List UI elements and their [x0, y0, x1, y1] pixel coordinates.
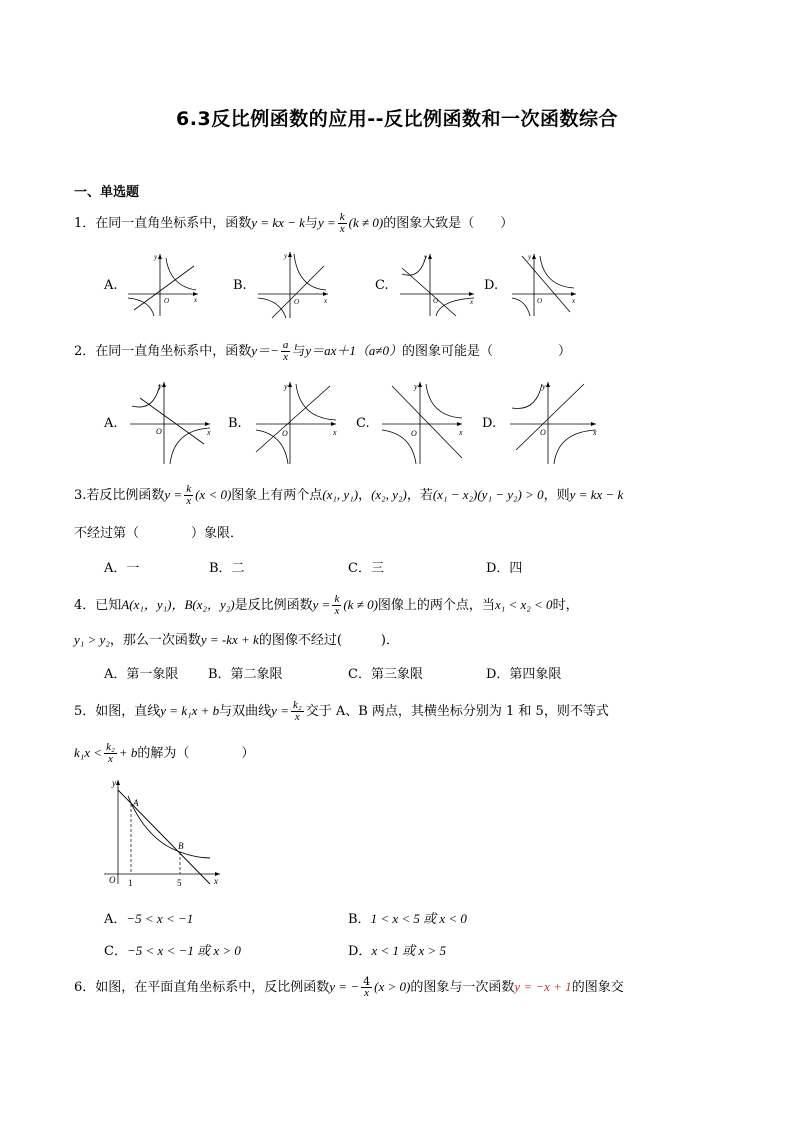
svg-text:O: O: [540, 428, 546, 437]
q5-option-c[interactable]: C．−5 < x < −1 或 x > 0: [104, 943, 241, 959]
section-heading: 一、单选题: [74, 185, 140, 200]
svg-text:y: y: [284, 382, 288, 391]
q2-option-d[interactable]: D.: [482, 416, 497, 431]
question-5: 5．如图，直线y = k₁x + b与双曲线y = $\frac{\text{k₂}}{x}$ 交于 A、B 两点，其横坐标分别为 1 和 5，则不等式: [74, 699, 609, 723]
q4-option-b[interactable]: B．第二象限: [208, 667, 283, 682]
svg-text:5: 5: [177, 878, 182, 888]
svg-text:y: y: [284, 252, 288, 260]
svg-text:O: O: [109, 875, 116, 885]
svg-text:x: x: [214, 876, 218, 886]
q5-option-d[interactable]: D．x < 1 或 x > 5: [348, 943, 447, 959]
q2-graph-b: [252, 378, 340, 466]
q3-option-a[interactable]: A．一: [104, 561, 140, 576]
q2-graph-d: [506, 378, 600, 466]
q4-line-2: y₁ > y₂，那么一次函数y = -kx + k的图像不经过( )．: [74, 632, 399, 648]
svg-text:y: y: [154, 253, 158, 261]
q5-option-a[interactable]: A．−5 < x < −1: [104, 911, 194, 927]
svg-text:x: x: [333, 428, 337, 437]
q1-option-a[interactable]: A.: [104, 278, 118, 293]
q4-option-a[interactable]: A．第一象限: [104, 667, 179, 682]
svg-text:y: y: [542, 382, 546, 391]
svg-text:y: y: [112, 778, 116, 788]
q3-option-c[interactable]: C．三: [348, 561, 384, 576]
q3-option-d[interactable]: D．四: [486, 561, 523, 576]
question-2: 2．在同一直角坐标系中，函数y＝− $\frac{a}{x}$ 与y＝ax＋1（a≠0）的图象可能是（ ）: [74, 339, 572, 363]
svg-text:O: O: [282, 429, 288, 438]
q1-option-d[interactable]: D.: [484, 278, 499, 293]
svg-text:x: x: [194, 296, 198, 304]
q1-option-b[interactable]: B.: [233, 278, 247, 293]
svg-text:O: O: [537, 297, 543, 305]
svg-text:x: x: [207, 428, 211, 437]
svg-text:O: O: [294, 298, 300, 306]
svg-text:O: O: [164, 297, 170, 305]
q4-option-c[interactable]: C．第三象限: [348, 667, 423, 682]
question-4: 4．已知A(x₁，y₁)，B(x₂，y₂)是反比例函数y = $\frac{k}{x}$ (k ≠ 0)图像上的两个点，当x₁ < x₂ < 0时，: [74, 593, 579, 617]
svg-text:y: y: [424, 253, 428, 261]
q4-option-d[interactable]: D．第四象限: [486, 667, 562, 682]
svg-text:y: y: [414, 382, 418, 391]
question-1: 1．在同一直角坐标系中，函数y = kx − k与y = $\frac{k}{x}$ (k ≠ 0)的图象大致是（ ）: [74, 211, 514, 235]
svg-text:x: x: [593, 428, 597, 437]
q1-graph-a: [124, 250, 202, 320]
q2-option-c[interactable]: C.: [356, 416, 370, 431]
svg-text:x: x: [324, 297, 328, 305]
svg-text:y: y: [158, 382, 162, 391]
q5-option-b[interactable]: B．1 < x < 5 或 x < 0: [348, 911, 467, 927]
fraction-k-over-x: $\frac{k}{x}$: [339, 211, 345, 235]
point-a-label: A: [133, 798, 139, 808]
q5-figure: [100, 776, 224, 888]
svg-text:y: y: [528, 253, 532, 261]
q1-option-c[interactable]: C.: [375, 278, 389, 293]
svg-text:O: O: [433, 297, 439, 305]
q3-line-2: 不经过第（ ）象限．: [74, 526, 244, 541]
q1-graph-b: [254, 248, 332, 320]
point-b-label: B: [178, 841, 184, 851]
svg-text:O: O: [156, 427, 162, 436]
q1-graph-c: [396, 250, 478, 320]
question-3: 3.若反比例函数y = $\frac{k}{x}$ (x < 0)图象上有两个点(x₁, y₁)，(x₂, y₂)，若(x₁ − x₂)(y₁ − y₂) > 0，则y = kx − k: [74, 483, 624, 507]
q5-line-2: k₁x < $\frac{\text{k₂}}{x}$ + b的解为（ ）: [74, 741, 255, 765]
svg-text:O: O: [411, 429, 417, 438]
page-title: 6.3反比例函数的应用--反比例函数和一次函数综合: [176, 108, 618, 130]
q3-option-b[interactable]: B．二: [209, 561, 245, 576]
q2-option-a[interactable]: A.: [104, 416, 118, 431]
svg-text:x: x: [470, 298, 474, 306]
q2-option-b[interactable]: B.: [228, 416, 242, 431]
q1-graph-d: [508, 250, 580, 320]
svg-text:x: x: [572, 297, 576, 305]
svg-text:1: 1: [128, 878, 133, 888]
question-6: 6．如图，在平面直角坐标系中，反比例函数y = − $\frac{4}{x}$ (x > 0)的图象与一次函数y = −x + 1的图象交: [74, 975, 624, 999]
q1-number: 1．: [74, 216, 96, 231]
q2-graph-a: [126, 378, 214, 466]
svg-text:x: x: [459, 428, 463, 437]
q2-graph-c: [378, 378, 466, 466]
